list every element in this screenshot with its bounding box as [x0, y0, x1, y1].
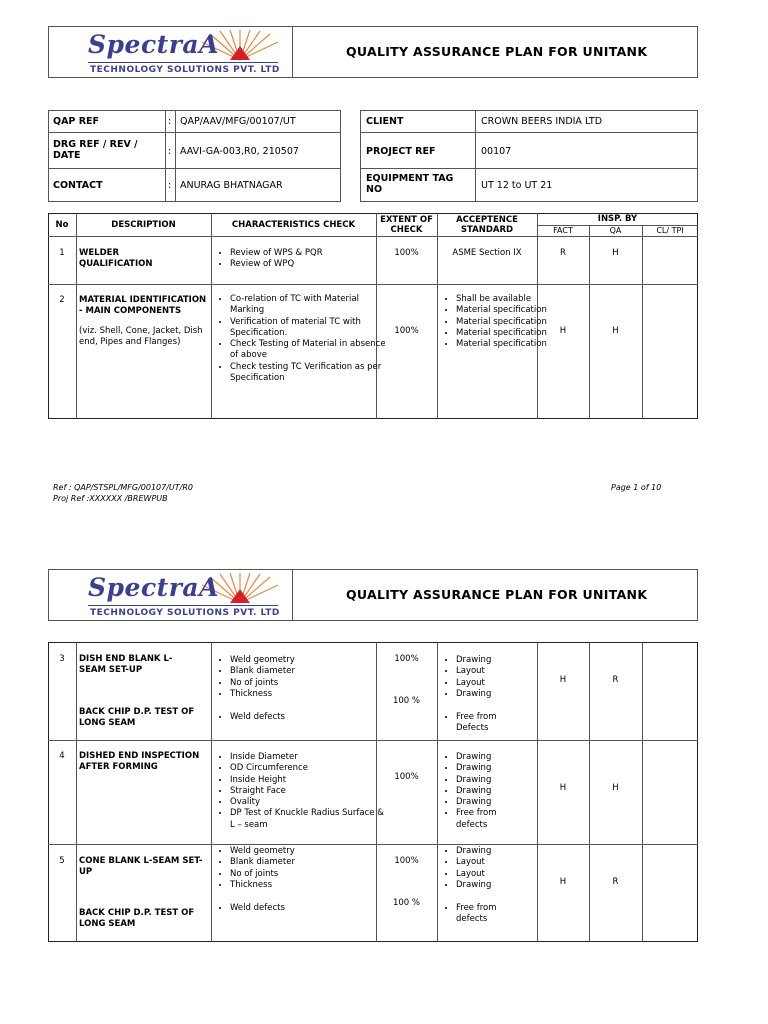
check-item: • Blank diameter [230, 857, 390, 868]
project-ref-value: 00107 [481, 146, 512, 157]
row5-extent-2: 100 % [392, 898, 420, 908]
project-ref-label: PROJECT REF [366, 146, 436, 157]
acceptance-item: • Shall be available [456, 294, 548, 305]
qap-ref-label: QAP REF [53, 116, 99, 127]
acceptance-item: • Free from defects [456, 903, 526, 926]
footer-proj-ref: Proj Ref :XXXXXX /BREWPUB [53, 494, 168, 503]
row4-no: 4 [59, 751, 65, 761]
row3-acceptance-2 [438, 712, 526, 735]
row2-qa: H [612, 326, 619, 336]
info-left-row-divider [48, 168, 341, 169]
acceptance-item: • Free from defects [456, 808, 526, 831]
logo-tagline: TECHNOLOGY SOLUTIONS PVT. LTD [90, 608, 280, 618]
logo-script-text: SpectraA [88, 30, 219, 59]
check-item: • Inside Height [230, 775, 390, 786]
row3-description-2: BACK CHIP D.P. TEST OF LONG SEAM [79, 707, 195, 728]
th-characteristics: CHARACTERISTICS CHECK [231, 220, 356, 230]
check-item: • Straight Face [230, 786, 390, 797]
check-item: • Check Testing of Material in absence of above [230, 339, 390, 362]
check-item: • Ovality [230, 797, 390, 808]
row2-description: MATERIAL IDENTIFICATION - MAIN COMPONENTS [79, 295, 207, 316]
header-divider [292, 569, 293, 621]
drg-ref-value: AAVI-GA-003,R0, 210507 [180, 146, 299, 157]
check-item: • Co-relation of TC with Material Marking [230, 294, 390, 317]
acceptance-item: • Drawing [456, 655, 548, 666]
company-logo [50, 28, 290, 76]
acceptance-item: • Layout [456, 666, 548, 677]
row5-description: CONE BLANK L-SEAM SET-UP [79, 856, 203, 877]
acceptance-item: • Drawing [456, 880, 548, 891]
acceptance-item: • Material specification [456, 305, 548, 316]
page-title: QUALITY ASSURANCE PLAN FOR UNITANK [346, 587, 648, 602]
th-no: No [55, 220, 69, 230]
equipment-tag-value: UT 12 to UT 21 [481, 180, 553, 191]
row2-acceptance [438, 294, 548, 350]
row1-extent: 100% [394, 248, 419, 258]
row2-checks [212, 294, 390, 384]
info-left-col-divider [175, 110, 176, 202]
check-item: • Weld geometry [230, 655, 390, 666]
row1-description: WELDER QUALIFICATION [79, 248, 153, 269]
row2-extent: 100% [394, 326, 419, 336]
table-row-divider [48, 740, 698, 741]
row5-no: 5 [59, 856, 65, 866]
row3-extent: 100% [394, 654, 419, 664]
page-title: QUALITY ASSURANCE PLAN FOR UNITANK [346, 44, 648, 59]
check-item: • Weld defects [230, 712, 390, 723]
colon: : [168, 180, 172, 191]
row1-fact: R [560, 248, 566, 258]
colon: : [168, 116, 172, 127]
row4-description: DISHED END INSPECTION AFTER FORMING [79, 751, 200, 772]
acceptance-item: • Free from Defects [456, 712, 526, 735]
row5-acceptance [438, 846, 548, 891]
row5-checks-2 [212, 903, 390, 914]
col-divider [76, 642, 77, 942]
info-left-col-divider [165, 110, 166, 202]
company-logo [50, 571, 290, 619]
row3-extent-2: 100 % [392, 696, 420, 706]
row2-fact: H [559, 326, 567, 336]
check-item: • DP Test of Knuckle Radius Surface & L – seam [230, 808, 390, 831]
check-item: • No of joints [230, 869, 390, 880]
check-item: • Review of WPS & PQR [230, 248, 390, 259]
row3-acceptance [438, 655, 548, 700]
acceptance-item: • Drawing [456, 786, 526, 797]
logo-swoosh [88, 62, 278, 63]
check-item: • Verification of material TC with Specification. [230, 317, 390, 340]
row1-checks [212, 248, 390, 271]
check-item: • Thickness [230, 880, 390, 891]
row3-description: DISH END BLANK L-SEAM SET-UP [79, 654, 173, 675]
acceptance-item: • Drawing [456, 846, 548, 857]
row5-acceptance-2 [438, 903, 526, 926]
acceptance-item: • Layout [456, 869, 548, 880]
col-divider [76, 213, 77, 419]
check-item: • Thickness [230, 689, 390, 700]
check-item: • No of joints [230, 678, 390, 689]
row4-acceptance [438, 752, 526, 831]
footer-page: Page 1 of 10 [611, 483, 662, 492]
row3-qa: R [612, 675, 619, 685]
row2-description-sub: (viz. Shell, Cone, Jacket, Dish end, Pipes and Flanges) [79, 326, 203, 347]
row5-description-2: BACK CHIP D.P. TEST OF LONG SEAM [79, 908, 195, 929]
row3-fact: H [559, 675, 567, 685]
acceptance-item: • Drawing [456, 689, 548, 700]
row1-no: 1 [59, 248, 65, 258]
th-insp-by: INSP. BY [597, 214, 638, 224]
row2-no: 2 [59, 295, 65, 305]
equipment-tag-label: EQUIPMENT TAG NO [366, 173, 454, 195]
row3-checks [212, 655, 390, 700]
acceptance-item: • Drawing [456, 775, 526, 786]
check-item: • OD Circumference [230, 763, 390, 774]
th-qa: QA [609, 226, 622, 235]
table-header-bottom [48, 236, 698, 237]
acceptance-item: • Drawing [456, 763, 526, 774]
row4-checks [212, 752, 390, 831]
th-description: DESCRIPTION [111, 220, 176, 230]
check-item: • Weld geometry [230, 846, 390, 857]
acceptance-item: • Layout [456, 678, 548, 689]
check-item: • Review of WPQ [230, 259, 390, 270]
info-right-row-divider [360, 132, 698, 133]
header-divider [292, 26, 293, 78]
info-right-row-divider [360, 168, 698, 169]
col-divider [642, 642, 643, 942]
logo-tagline: TECHNOLOGY SOLUTIONS PVT. LTD [90, 65, 280, 75]
acceptance-item: • Drawing [456, 797, 526, 808]
check-item: • Inside Diameter [230, 752, 390, 763]
client-value: CROWN BEERS INDIA LTD [481, 116, 603, 127]
contact-value: ANURAG BHATNAGAR [180, 180, 283, 191]
row5-extent: 100% [394, 856, 419, 866]
th-fact: FACT [553, 226, 573, 235]
col-divider [642, 225, 643, 419]
row3-checks-2 [212, 712, 390, 723]
row5-qa: R [612, 877, 619, 887]
logo-swoosh [88, 605, 278, 606]
drg-ref-label: DRG REF / REV / DATE [53, 139, 138, 161]
logo-script-text: SpectraA [88, 573, 219, 602]
check-item: • Check testing TC Verification as per Specification [230, 362, 390, 385]
acceptance-item: • Drawing [456, 752, 526, 763]
th-extent: EXTENT OF CHECK [380, 215, 433, 235]
client-label: CLIENT [366, 116, 404, 127]
row5-checks [212, 846, 390, 891]
acceptance-item: • Material specification [456, 317, 548, 328]
row4-qa: H [612, 783, 619, 793]
info-left-row-divider [48, 132, 341, 133]
th-cl-tpi: CL/ TPI [656, 226, 684, 235]
contact-label: CONTACT [53, 180, 103, 191]
row4-fact: H [559, 783, 567, 793]
table-row-divider [48, 284, 698, 285]
check-item: • Weld defects [230, 903, 390, 914]
acceptance-item: • Material specification [456, 328, 548, 339]
acceptance-item: • Layout [456, 857, 548, 868]
row5-fact: H [559, 877, 567, 887]
footer-ref: Ref : QAP/STSPL/MFG/00107/UT/R0 [53, 483, 194, 492]
info-right-col-divider [475, 110, 476, 202]
row1-acceptance: ASME Section IX [452, 248, 522, 258]
table-row-divider [48, 844, 698, 845]
row1-qa: H [612, 248, 619, 258]
th-acceptance: ACCEPTENCE STANDARD [456, 215, 518, 235]
qap-ref-value: QAP/AAV/MFG/00107/UT [180, 116, 296, 127]
row3-no: 3 [59, 654, 65, 664]
colon: : [168, 146, 172, 157]
check-item: • Blank diameter [230, 666, 390, 677]
row4-extent: 100% [394, 772, 419, 782]
acceptance-item: • Material specification [456, 339, 548, 350]
